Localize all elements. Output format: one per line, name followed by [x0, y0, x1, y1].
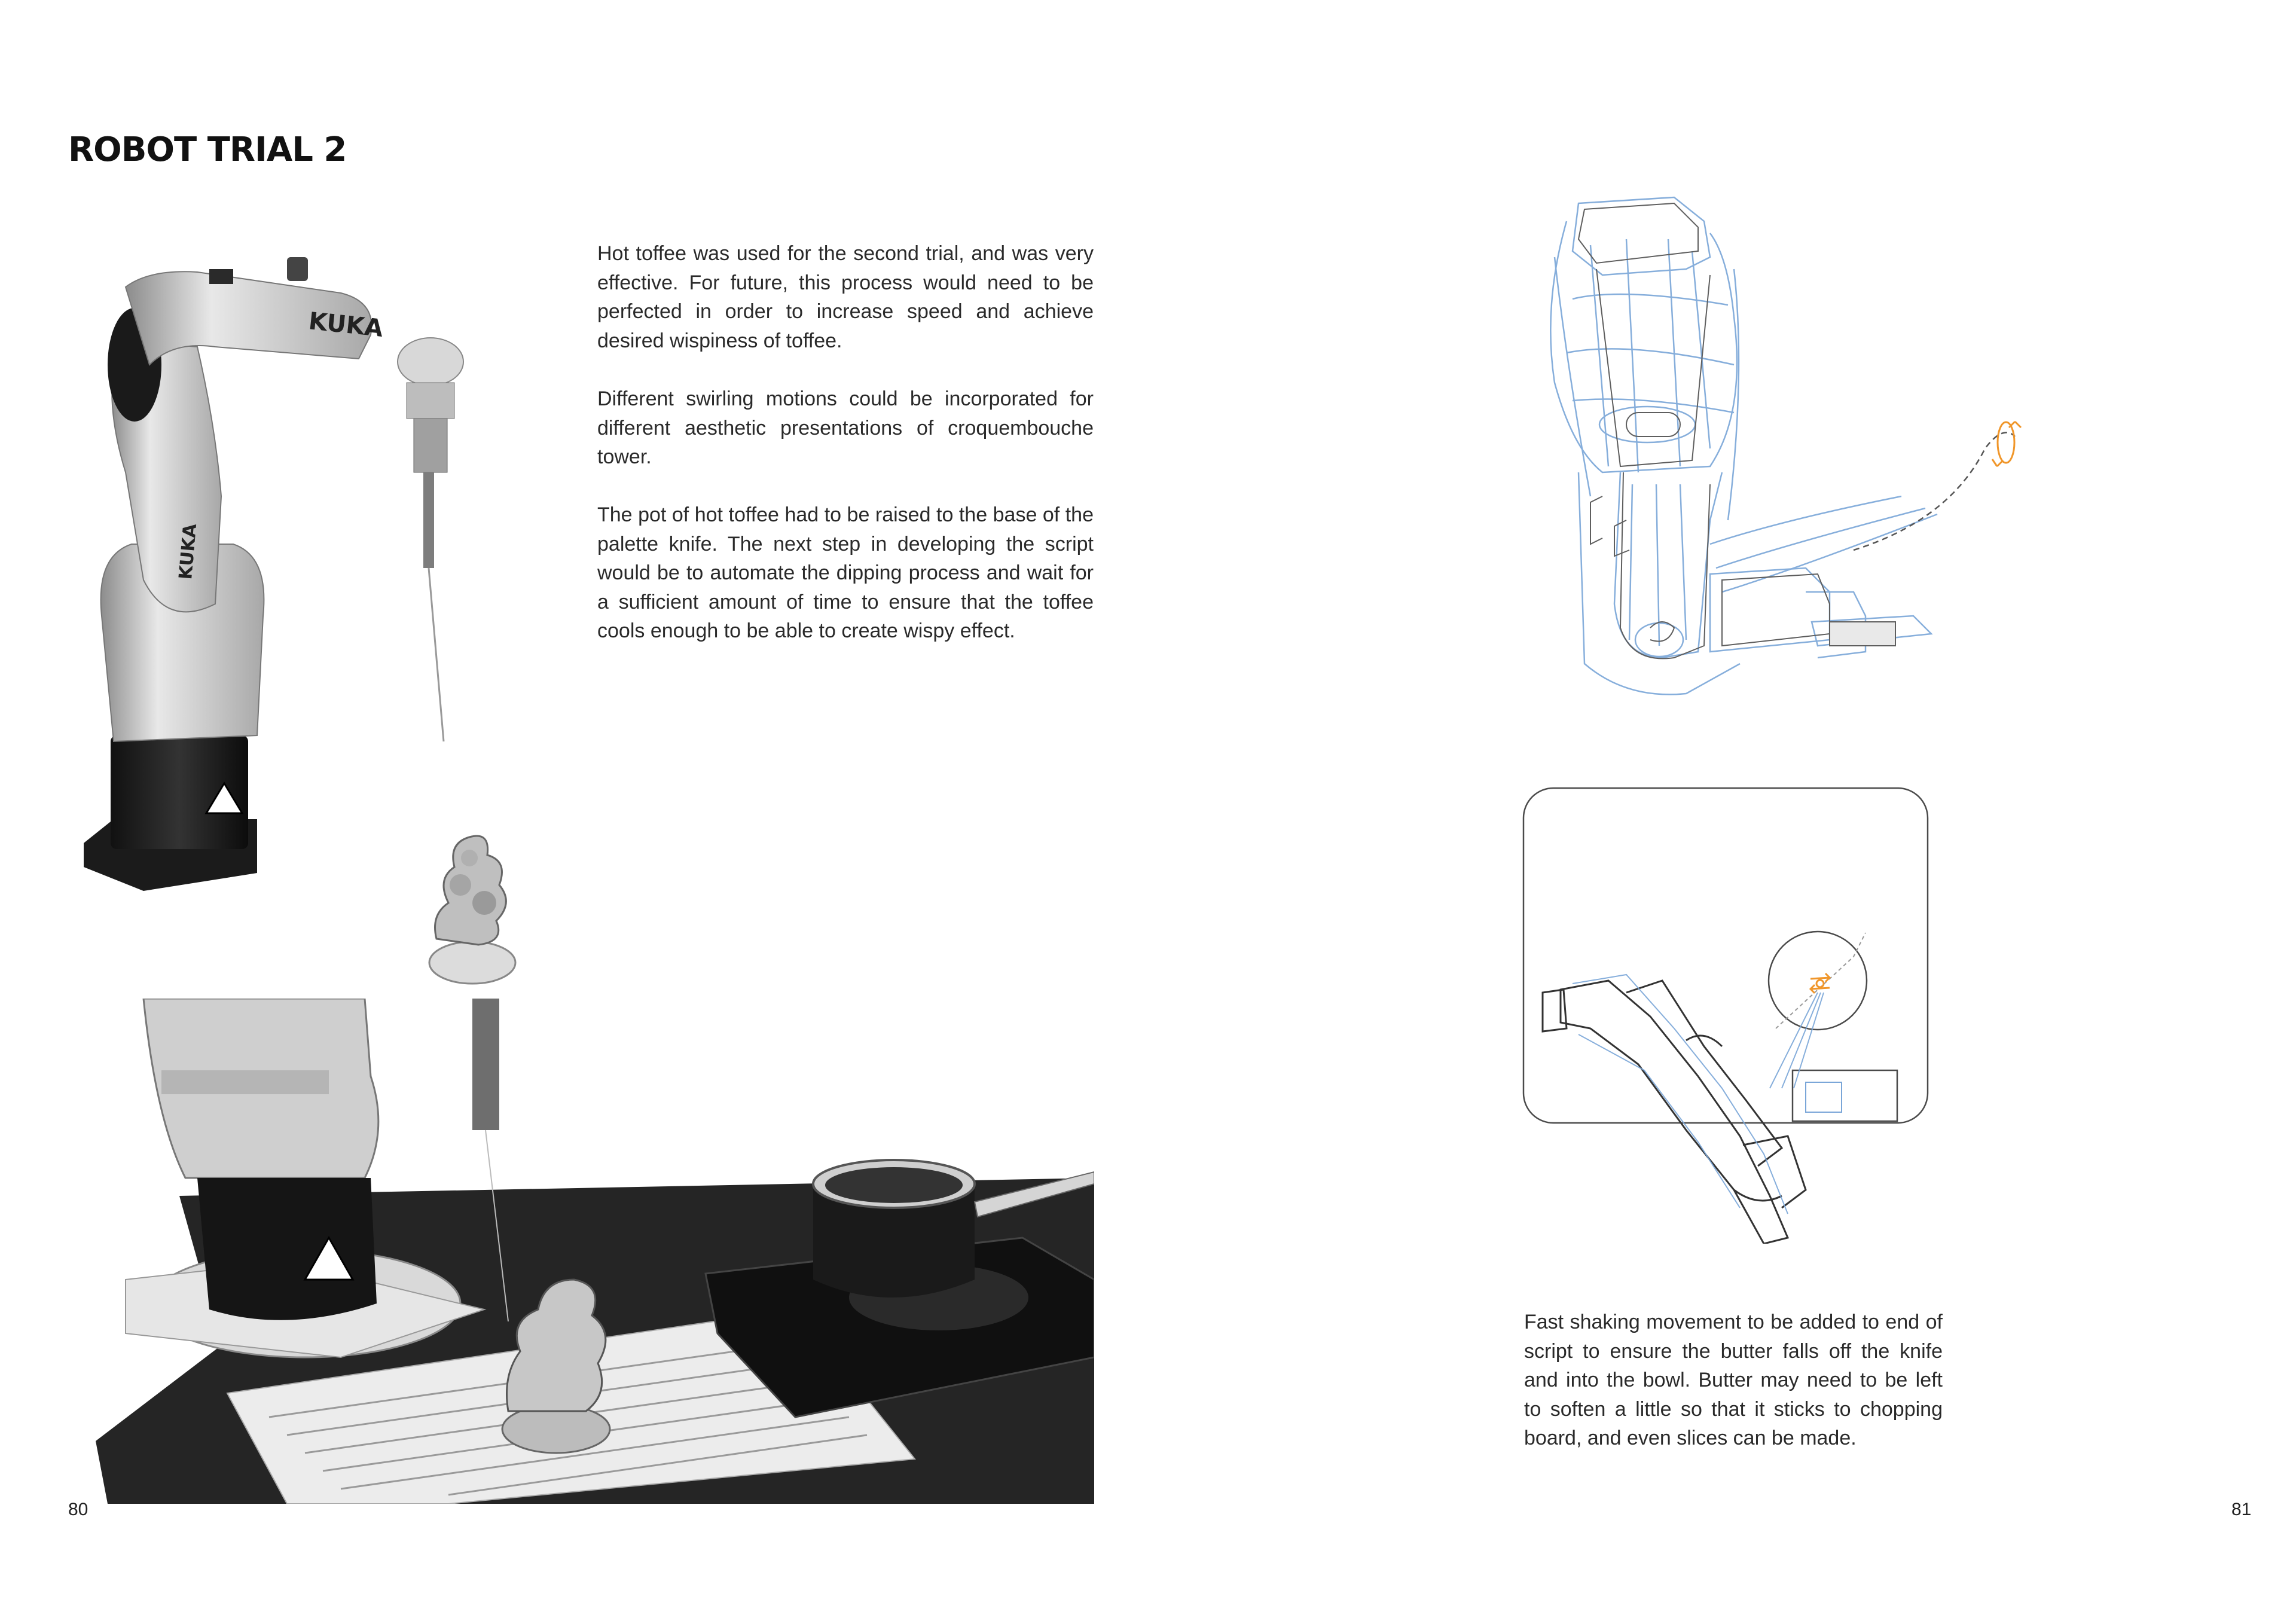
kuka-logo-top: KUKA — [307, 307, 384, 343]
kuka-logo-side: KUKA — [175, 523, 201, 581]
kuka-robot-photo — [78, 245, 496, 903]
page-number-right: 81 — [2231, 1500, 2252, 1519]
paragraph-1: Hot toffee was used for the second trial, and was very effective. For future, this process would need to be perfected in order to increase speed and achieve desired wispiness of toffee. — [597, 242, 1094, 352]
page-number-left: 80 — [68, 1500, 88, 1519]
robot-wireframe-topview-drawing — [1531, 185, 2069, 735]
drawing-caption: Fast shaking movement to be added to end of script to ensure the butter falls off the knife and into the bowl. Butter may need to be left to soften a little so that it sticks to chopping board, and even slices can be made. — [1524, 1311, 1943, 1449]
paragraph-3: The pot of hot toffee had to be raised to the base of the palette knife. The next step in developing the script would be to automate the dipping process and wait for a sufficient amount of time to ensure that the toffee cools enough to be able to create wispy effect. — [597, 503, 1094, 642]
toffee-sculpture-photo — [419, 819, 526, 987]
robot-trial-setup-photo — [90, 999, 1094, 1504]
page-title: ROBOT TRIAL 2 — [68, 130, 347, 169]
paragraph-2: Different swirling motions could be incorporated for different aesthetic presentations of croquembouche tower. — [597, 387, 1094, 468]
robot-plan-view-drawing — [1507, 777, 2105, 1244]
right-page — [1148, 0, 2296, 1621]
